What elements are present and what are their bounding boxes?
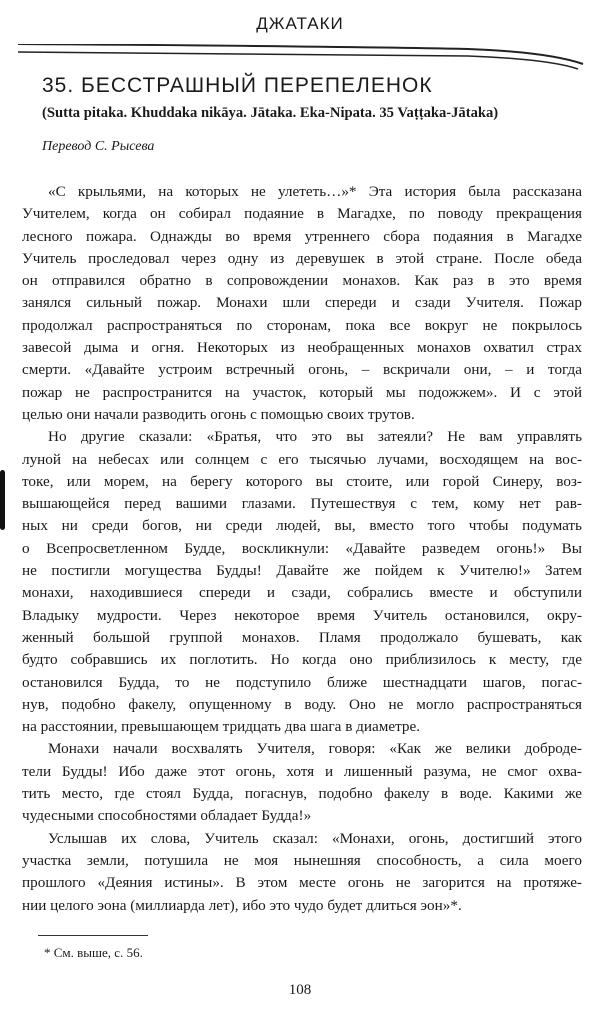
text-line: Владыку мудрости. Через некоторое время Учитель остановился, окру- bbox=[22, 606, 582, 624]
paragraph bbox=[22, 426, 582, 738]
footnote-rule bbox=[38, 935, 148, 936]
text-line: занялся сильный пожар. Монахи шли спереди и сзади Учителя. Пожар bbox=[22, 294, 582, 312]
page-number: 108 bbox=[288, 982, 312, 998]
text-line: лесного пожара. Однажды во время утреннего сбора подаяния в Магадхе bbox=[22, 227, 582, 245]
text-line: о Всепросветленном Будде, воскликнули: «Давайте разведем огонь!» Вы bbox=[22, 539, 582, 557]
header-rule bbox=[18, 44, 588, 74]
text-line: Монахи начали восхвалять Учителя, говоря: «Как же велики доброде- bbox=[48, 740, 582, 758]
text-line: тить место, где стоял Будда, погаснув, подобно факелу в воде. Какими же bbox=[22, 785, 582, 803]
text-line: не постигли могущества Будды! Давайте же пойдем к Учителю!» Затем bbox=[22, 562, 582, 580]
paragraph bbox=[22, 181, 582, 426]
text-line: пожар не распространится на участок, который мы подожжем». И с этой bbox=[22, 383, 582, 401]
chapter-title: 35. БЕССТРАШНЫЙ ПЕРЕПЕЛЕНОК bbox=[42, 74, 433, 97]
text-line: на расстоянии, превышающем тридцать два шага в диаметре. bbox=[22, 718, 421, 736]
text-line: Учитель проследовал через одну из деревушек в этой стране. После обеда bbox=[22, 249, 582, 267]
text-line: луной на небесах или солнцем с его тысячью лучами, восходящем на вос- bbox=[22, 450, 582, 468]
text-line: тели Будды! Ибо даже этот огонь, хотя и лишенный разума, не смог охва- bbox=[22, 762, 582, 780]
text-line: Учителем, когда он собирал подаяние в Магадхе, по поводу прекращения bbox=[22, 205, 582, 223]
footnote: * См. выше, с. 56. bbox=[44, 945, 143, 960]
text-line: смерти. «Давайте устроим встречный огонь, – вскричали они, – и тогда bbox=[22, 361, 582, 379]
text-line: нии целого эона (миллиарда лет), ибо это чудо будет длиться эон»*. bbox=[22, 896, 462, 914]
text-line: нув, подобно факелу, опущенному в воду. Оно не могло распространяться bbox=[22, 695, 582, 713]
source-citation: (Sutta pitaka. Khuddaka nikāya. Jātaka. Eka-Nipata. 35 Vaṭṭaka-Jātaka) bbox=[42, 105, 499, 121]
text-line: прошлого «Деяния истины». В этом месте огонь не загорится на протяже- bbox=[22, 874, 582, 892]
running-header: ДЖАТАКИ bbox=[256, 14, 344, 33]
text-line: будто собравшись их поглотить. Но когда оно приблизилось к месту, где bbox=[22, 651, 582, 669]
text-line: он отправился обратно в сопровождении монахов. Как раз в это время bbox=[22, 272, 582, 290]
text-line: Но другие сказали: «Братья, что это вы затеяли? Не вам управлять bbox=[48, 428, 582, 446]
text-line: участка земли, потушила не моя нынешняя способность, а сила моего bbox=[22, 851, 582, 869]
text-line: остановился Будда, то не подступило ближе шестнадцати шагов, погас- bbox=[22, 673, 582, 691]
text-line: женный большой группой монахов. Пламя продолжало бушевать, как bbox=[22, 628, 582, 646]
text-line: «С крыльями, на которых не улететь…»* Эта история была рассказана bbox=[48, 183, 582, 200]
text-line: продолжал распространяться по сторонам, пока все вокруг не покрылось bbox=[22, 316, 582, 334]
paragraph bbox=[22, 738, 582, 827]
text-line: вышающейся перед вашими глазами. Путешествуя с тем, кому нет рав- bbox=[22, 495, 582, 513]
text-line: целью они начали разводить огонь с помощью своих трутов. bbox=[22, 405, 415, 423]
text-line: монахи, находившиеся спереди и сзади, собрались вместе и обступили bbox=[22, 584, 582, 602]
body-text bbox=[22, 181, 582, 917]
paragraph bbox=[22, 828, 582, 917]
text-line: завесой дыма и огня. Некоторых из необращенных монахов охватил страх bbox=[22, 339, 582, 357]
text-line: токе, или морем, на берегу которого вы стоите, или горой Синеру, воз- bbox=[22, 472, 582, 490]
translator-credit: Перевод С. Рысева bbox=[42, 139, 155, 154]
scan-artifact bbox=[0, 470, 5, 530]
text-line: ных ни среди богов, ни среди людей, вы, вместо того чтобы подумать bbox=[22, 517, 582, 535]
text-line: чудесными способностями обладает Будда!» bbox=[22, 807, 312, 825]
text-line: Услышав их слова, Учитель сказал: «Монахи, огонь, достигший этого bbox=[48, 829, 582, 847]
